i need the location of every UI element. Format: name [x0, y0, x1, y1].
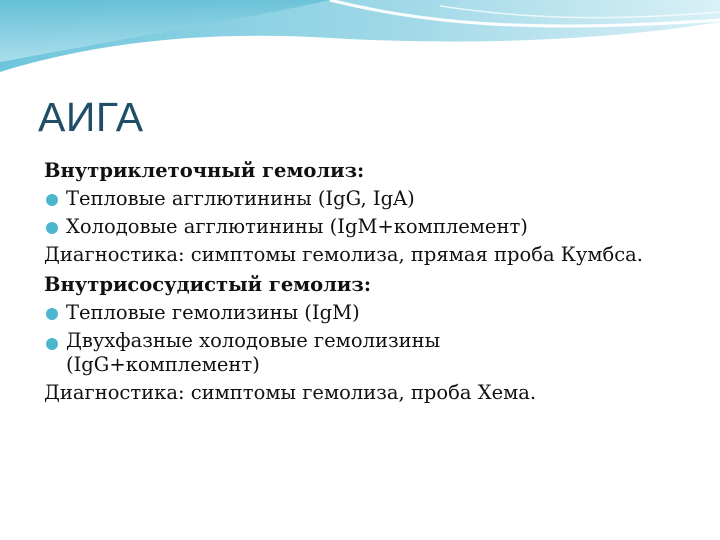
bullet-item	[44, 299, 664, 327]
bullet-text: Двухфазные холодовые гемолизины (IgG+комплемент)	[66, 329, 441, 376]
bullet-icon	[46, 194, 58, 206]
bullet-text: Тепловые агглютинины (IgG, IgA)	[66, 187, 415, 210]
slide-title: АИГА	[38, 94, 144, 140]
bullet-text: Тепловые гемолизины (IgM)	[66, 301, 360, 324]
bullet-text: Холодовые агглютинины (IgM+комплемент)	[66, 215, 528, 238]
section-heading-intracellular: Внутриклеточный гемолиз:	[44, 159, 365, 182]
section-heading-intravascular: Внутрисосудистый гемолиз:	[44, 273, 372, 296]
header-decoration	[0, 0, 720, 90]
bullet-icon	[46, 222, 58, 234]
bullet-item	[44, 185, 664, 213]
bullet-item	[44, 213, 664, 241]
bullet-icon	[46, 338, 58, 350]
slide-content	[44, 157, 664, 409]
diagnostics-text: Диагностика: симптомы гемолиза, прямая проба Кумбса.	[44, 243, 643, 266]
bullet-icon	[46, 308, 58, 320]
diagnostics-text: Диагностика: симптомы гемолиза, проба Хема.	[44, 381, 537, 404]
bullet-item	[44, 329, 536, 377]
